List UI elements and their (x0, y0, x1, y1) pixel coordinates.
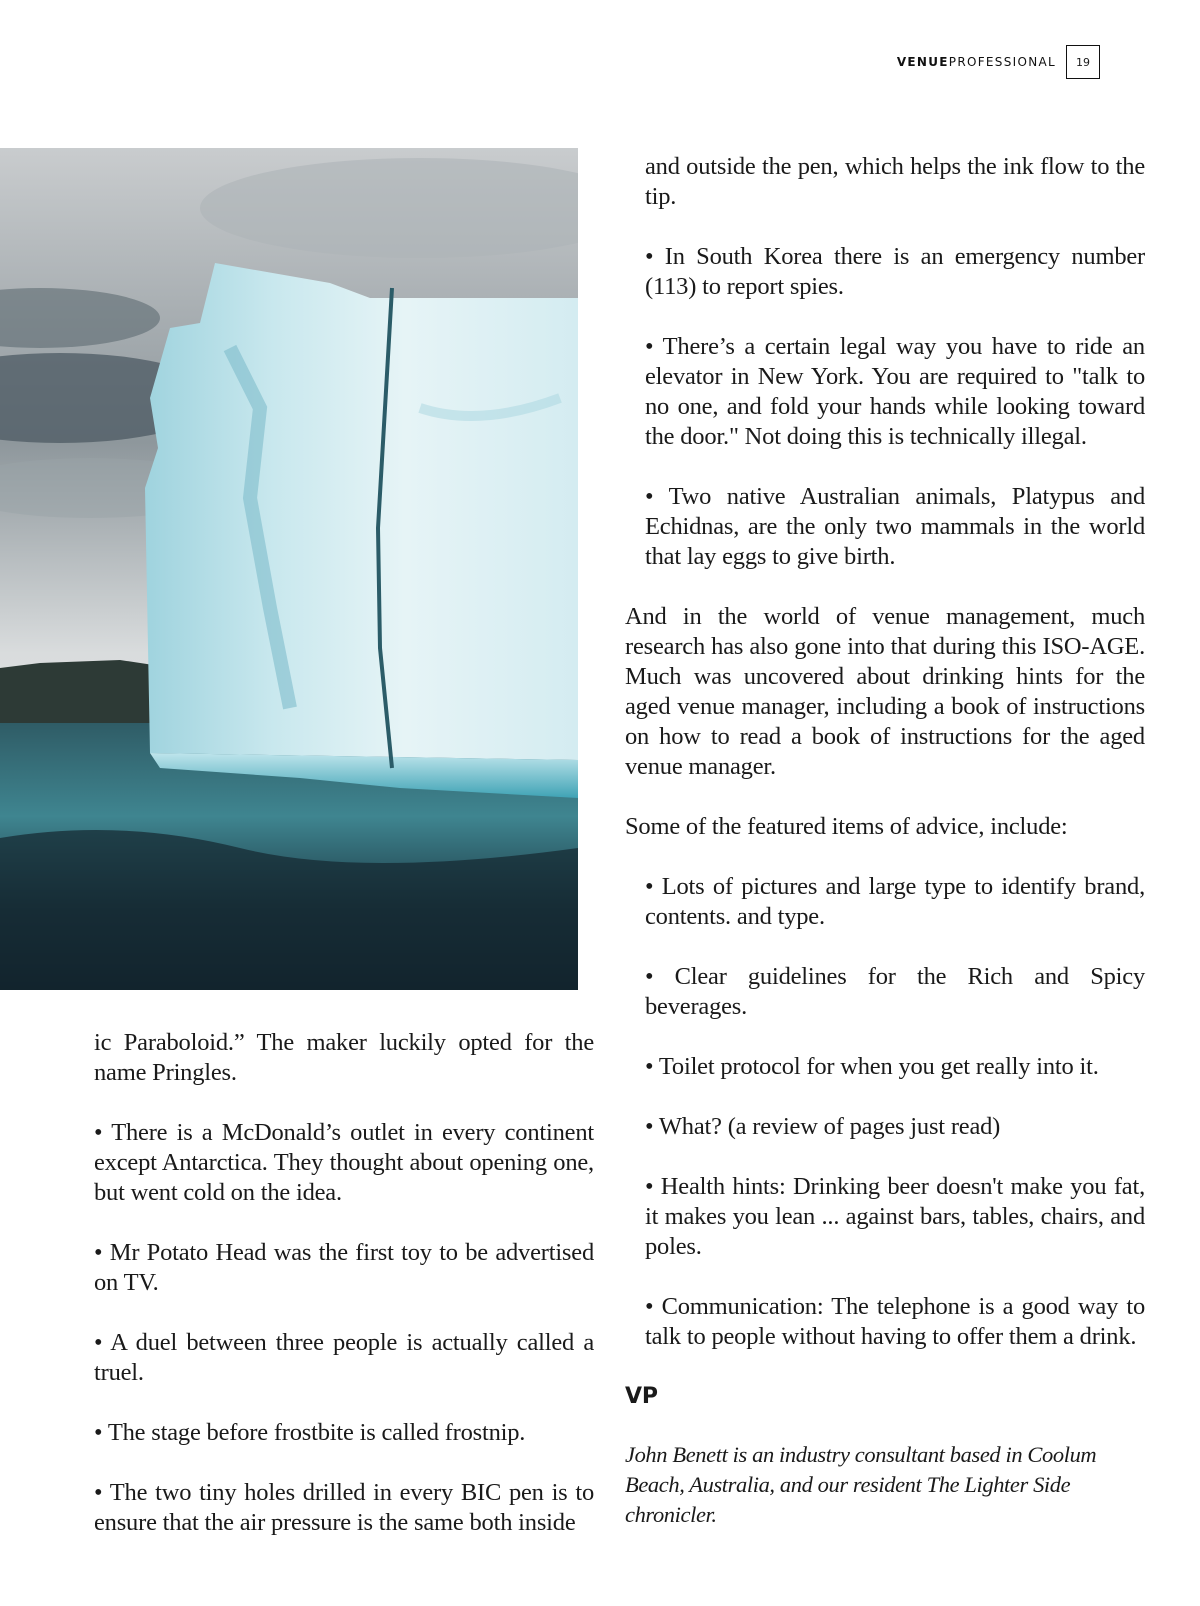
advice-bullet: • What? (a review of pages just read) (645, 1113, 1001, 1140)
fact-bullet: • In South Korea there is an emergency number (113) to report spies. (645, 243, 1145, 300)
fact-bullet: • There’s a certain legal way you have to ride an elevator in New York. You are required to "talk to no one, and fold your hands while looking toward the door." Not doing this is technically illegal. (645, 333, 1145, 450)
advice-bullet: • Toilet protocol for when you get really into it. (645, 1053, 1099, 1080)
paragraph: Some of the featured items of advice, include: (625, 813, 1068, 840)
paragraph: ic Paraboloid.” The maker luckily opted for the name Pringles. (94, 1029, 594, 1086)
fact-bullet: • A duel between three people is actually called a truel. (94, 1329, 594, 1386)
advice-bullet: • Lots of pictures and large type to identify brand, contents. and type. (645, 873, 1145, 930)
running-header (897, 44, 1100, 80)
fact-bullet: • The two tiny holes drilled in every BIC pen is to ensure that the air pressure is the same both inside (94, 1479, 594, 1536)
left-text-column (94, 1028, 594, 1568)
brand-bold: VENUE (896, 55, 949, 69)
fact-bullet: • Two native Australian animals, Platypus and Echidnas, are the only two mammals in the world that lay eggs to give birth. (645, 483, 1145, 570)
fact-bullet: • Mr Potato Head was the first toy to be advertised on TV. (94, 1239, 594, 1296)
fact-bullet: • There is a McDonald’s outlet in every continent except Antarctica. They thought about opening one, but went cold on the idea. (94, 1119, 594, 1206)
advice-bullet: • Communication: The telephone is a good way to talk to people without having to offer them a drink. (645, 1293, 1145, 1350)
author-byline: John Benett is an industry consultant based in Coolum Beach, Australia, and our resident The Lighter Side chronicler. (625, 1442, 1097, 1527)
advice-bullet: • Clear guidelines for the Rich and Spicy beverages. (645, 963, 1145, 1020)
brand-regular: PROFESSIONAL (948, 55, 1056, 69)
paragraph: And in the world of venue management, much research has also gone into that during this ISO-AGE. Much was uncovered about drinking hints for the aged venue manager, including a book of instructions on how to read a book of instructions for the aged venue manager. (625, 603, 1145, 780)
paragraph: and outside the pen, which helps the ink flow to the tip. (645, 153, 1145, 210)
page-number: 19 (1066, 45, 1100, 79)
advice-bullet: • Health hints: Drinking beer doesn't make you fat, it makes you lean ... against bars, tables, chairs, and poles. (645, 1173, 1145, 1260)
fact-bullet: • The stage before frostbite is called frostnip. (94, 1419, 526, 1446)
iceberg-photo (0, 148, 578, 990)
end-mark: VP (625, 1384, 658, 1409)
right-text-column (625, 152, 1145, 1530)
magazine-brand (897, 55, 1056, 69)
iceberg-illustration (0, 148, 578, 990)
